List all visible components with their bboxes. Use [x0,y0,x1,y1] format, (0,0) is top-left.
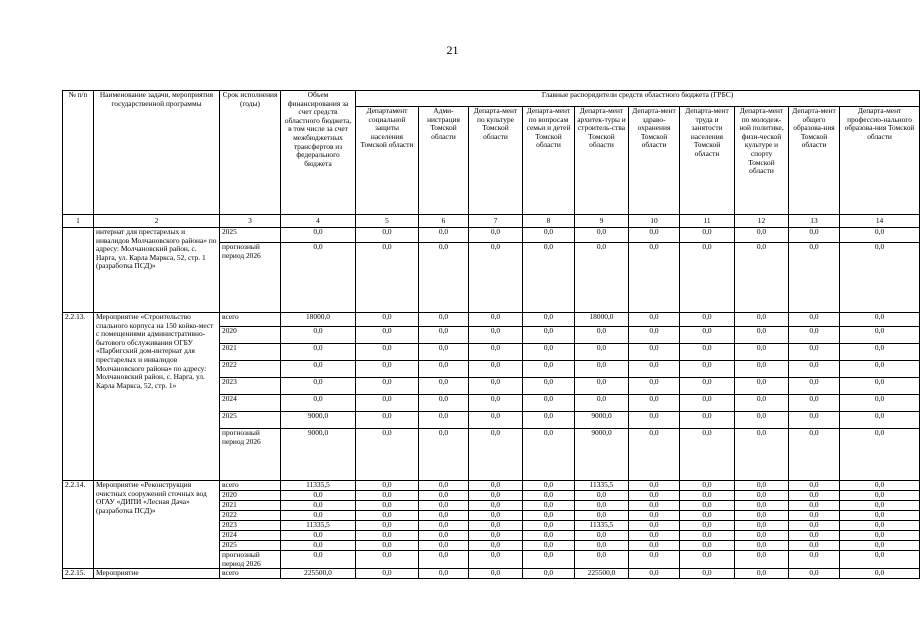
value-cell: 0,0 [469,491,523,501]
value-cell: 0,0 [629,344,680,361]
header-term: Срок исполнения (годы) [220,91,281,215]
value-cell: 0,0 [281,378,356,395]
value-cell: 0,0 [735,344,789,361]
value-cell: 0,0 [419,429,469,481]
value-cell: 0,0 [680,412,735,429]
value-cell: 0,0 [629,511,680,521]
value-cell: 0,0 [789,511,840,521]
year-cell: 2020 [220,327,281,344]
value-cell: 0,0 [629,361,680,378]
column-number: 12 [735,215,789,228]
value-cell: 0,0 [281,511,356,521]
value-cell: 0,0 [789,531,840,541]
value-cell: 0,0 [629,378,680,395]
value-cell: 0,0 [281,491,356,501]
value-cell: 225500,0 [281,569,356,579]
value-cell: 0,0 [840,395,920,412]
value-cell: 0,0 [840,521,920,531]
value-cell: 0,0 [523,481,575,491]
value-cell: 0,0 [469,531,523,541]
value-cell: 0,0 [469,429,523,481]
value-cell: 0,0 [840,344,920,361]
value-cell: 0,0 [680,501,735,511]
value-cell: 0,0 [680,395,735,412]
value-cell: 0,0 [523,344,575,361]
value-cell: 0,0 [629,531,680,541]
column-number: 2 [94,215,220,228]
value-cell: 0,0 [680,228,735,243]
value-cell: 0,0 [356,313,419,327]
value-cell: 0,0 [469,395,523,412]
value-cell: 0,0 [523,228,575,243]
value-cell: 11335,5 [575,481,629,491]
value-cell: 0,0 [840,361,920,378]
budget-table [62,90,920,579]
value-cell: 0,0 [356,344,419,361]
value-cell: 0,0 [356,429,419,481]
value-cell: 0,0 [419,501,469,511]
value-cell: 0,0 [575,491,629,501]
item-name: Мероприятие «Реконструкция очистных сооружений сточных вод ОГАУ «ДИПИ «Лесная Дача» (разработка ПСД)» [94,481,220,569]
column-number: 6 [419,215,469,228]
value-cell: 0,0 [629,228,680,243]
header-col-9: Департа-мент архитек-туры и строитель-ства Томской области [575,107,629,215]
value-cell: 0,0 [469,569,523,579]
value-cell: 0,0 [629,313,680,327]
value-cell: 0,0 [469,327,523,344]
value-cell: 0,0 [419,412,469,429]
value-cell: 0,0 [523,511,575,521]
year-cell: прогнозный период 2026 [220,243,281,313]
item-name: интернат для престарелых и инвалидов Молчановского района» по адресу: Молчановский район, с. Нарга, ул. Карла Маркса, 52, стр. 1 (разработка ПСД)» [94,228,220,313]
table-row [63,228,920,243]
value-cell: 0,0 [629,395,680,412]
value-cell: 0,0 [629,243,680,313]
value-cell: 0,0 [523,327,575,344]
value-cell: 0,0 [735,395,789,412]
year-cell: 2025 [220,228,281,243]
value-cell: 0,0 [356,395,419,412]
value-cell: 0,0 [680,569,735,579]
header-name: Наименование задачи, мероприятия государственной программы [94,91,220,215]
value-cell: 0,0 [735,541,789,551]
value-cell: 0,0 [419,378,469,395]
value-cell: 0,0 [840,243,920,313]
value-cell: 0,0 [735,327,789,344]
header-col-10: Департа-мент здраво-охранения Томской области [629,107,680,215]
header-col-13: Департа-мент общего образова-ния Томской области [789,107,840,215]
year-cell: 2021 [220,501,281,511]
value-cell: 0,0 [789,491,840,501]
value-cell: 0,0 [680,313,735,327]
item-number: 2.2.13. [63,313,94,481]
value-cell: 9000,0 [575,429,629,481]
value-cell: 0,0 [840,228,920,243]
value-cell: 0,0 [281,361,356,378]
year-cell: 2024 [220,531,281,541]
value-cell: 0,0 [356,228,419,243]
value-cell: 0,0 [680,521,735,531]
value-cell: 0,0 [469,501,523,511]
value-cell: 0,0 [281,395,356,412]
value-cell: 0,0 [419,491,469,501]
value-cell: 0,0 [789,481,840,491]
value-cell: 11335,5 [281,481,356,491]
value-cell: 0,0 [840,412,920,429]
value-cell: 0,0 [356,521,419,531]
value-cell: 0,0 [356,481,419,491]
value-cell: 0,0 [789,569,840,579]
year-cell: 2025 [220,541,281,551]
value-cell: 225500,0 [575,569,629,579]
item-number: 2.2.15. [63,569,94,579]
value-cell: 0,0 [469,551,523,569]
value-cell: 0,0 [735,551,789,569]
value-cell: 0,0 [281,327,356,344]
value-cell: 0,0 [419,481,469,491]
value-cell: 0,0 [523,243,575,313]
header-col-6: Адми-нистрация Томской области [419,107,469,215]
value-cell: 0,0 [469,511,523,521]
value-cell: 0,0 [356,569,419,579]
year-cell: прогнозный период 2026 [220,551,281,569]
item-name: Мероприятие «Строительство спального корпуса на 150 койко-мест с помещениями административно-бытового обслуживания ОГБУ «Парбигский дом-интернат для престарелых и инвалидов Молчановского района» по адресу: Молчановский район, с. Нарга, ул. Карла Маркса, 52, стр. 1» [94,313,220,481]
value-cell: 0,0 [735,412,789,429]
value-cell: 0,0 [575,243,629,313]
value-cell: 0,0 [629,569,680,579]
column-number: 11 [680,215,735,228]
header-num: № п/п [63,91,94,215]
value-cell: 9000,0 [281,412,356,429]
value-cell: 0,0 [356,541,419,551]
value-cell: 0,0 [419,395,469,412]
column-number: 10 [629,215,680,228]
column-number: 8 [523,215,575,228]
value-cell: 0,0 [469,361,523,378]
value-cell: 0,0 [629,491,680,501]
value-cell: 0,0 [789,395,840,412]
value-cell: 0,0 [469,344,523,361]
value-cell: 0,0 [840,429,920,481]
value-cell: 0,0 [281,501,356,511]
value-cell: 0,0 [281,551,356,569]
value-cell: 0,0 [419,361,469,378]
value-cell: 0,0 [575,395,629,412]
value-cell: 0,0 [469,521,523,531]
value-cell: 0,0 [356,531,419,541]
value-cell: 0,0 [629,481,680,491]
value-cell: 0,0 [419,313,469,327]
value-cell: 0,0 [680,243,735,313]
value-cell: 0,0 [523,551,575,569]
value-cell: 11335,5 [281,521,356,531]
value-cell: 0,0 [629,541,680,551]
value-cell: 0,0 [789,344,840,361]
value-cell: 0,0 [629,429,680,481]
value-cell: 11335,5 [575,521,629,531]
value-cell: 0,0 [789,378,840,395]
value-cell: 0,0 [356,511,419,521]
value-cell: 0,0 [356,378,419,395]
value-cell: 0,0 [469,228,523,243]
value-cell: 0,0 [789,551,840,569]
year-cell: 2020 [220,491,281,501]
value-cell: 0,0 [840,327,920,344]
table-body [63,228,920,579]
value-cell: 0,0 [680,531,735,541]
page-number: 21 [446,43,459,57]
value-cell: 0,0 [419,521,469,531]
value-cell: 0,0 [680,551,735,569]
value-cell: 0,0 [575,228,629,243]
value-cell: 0,0 [789,541,840,551]
value-cell: 0,0 [840,541,920,551]
value-cell: 0,0 [735,531,789,541]
value-cell: 0,0 [575,501,629,511]
value-cell: 0,0 [840,481,920,491]
value-cell: 0,0 [840,569,920,579]
value-cell: 0,0 [523,491,575,501]
value-cell: 0,0 [735,361,789,378]
value-cell: 0,0 [356,412,419,429]
value-cell: 0,0 [735,228,789,243]
value-cell: 0,0 [281,541,356,551]
value-cell: 0,0 [356,327,419,344]
value-cell: 0,0 [680,361,735,378]
value-cell: 0,0 [419,541,469,551]
value-cell: 0,0 [629,551,680,569]
year-cell: 2023 [220,521,281,531]
value-cell: 0,0 [523,569,575,579]
value-cell: 0,0 [789,429,840,481]
value-cell: 0,0 [356,491,419,501]
value-cell: 0,0 [356,551,419,569]
header-col-5: Департамент социальной защиты населения Томской области [356,107,419,215]
value-cell: 0,0 [840,511,920,521]
value-cell: 0,0 [680,541,735,551]
header-volume: Объем финансирования за счет средств областного бюджета, в том числе за счет межбюджетных трансфертов из федерального бюджета [281,91,356,215]
value-cell: 0,0 [469,541,523,551]
value-cell: 0,0 [281,531,356,541]
value-cell: 0,0 [523,395,575,412]
table-row [63,313,920,327]
year-cell: 2021 [220,344,281,361]
value-cell: 0,0 [680,511,735,521]
value-cell: 0,0 [419,327,469,344]
value-cell: 18000,0 [575,313,629,327]
item-number: 2.2.14. [63,481,94,569]
value-cell: 0,0 [840,491,920,501]
header-grbs-group: Главные распорядители средств областного бюджета (ГРБС) [356,91,920,107]
year-cell: всего [220,481,281,491]
value-cell: 0,0 [789,313,840,327]
value-cell: 0,0 [789,243,840,313]
value-cell: 0,0 [840,551,920,569]
header-col-7: Департа-мент по культуре Томской области [469,107,523,215]
value-cell: 0,0 [523,313,575,327]
value-cell: 0,0 [735,501,789,511]
value-cell: 0,0 [680,429,735,481]
table-row [63,481,920,491]
value-cell: 0,0 [356,361,419,378]
header-col-14: Департа-мент профессио-нального образова-ния Томской области [840,107,920,215]
column-number: 13 [789,215,840,228]
column-number: 4 [281,215,356,228]
value-cell: 0,0 [735,491,789,501]
value-cell: 0,0 [575,551,629,569]
column-number: 1 [63,215,94,228]
header-col-12: Департа-мент по молодеж-ной политике, физи-ческой культуре и спорту Томской области [735,107,789,215]
value-cell: 0,0 [735,378,789,395]
value-cell: 0,0 [575,511,629,521]
value-cell: 0,0 [840,313,920,327]
value-cell: 0,0 [735,313,789,327]
value-cell: 0,0 [523,501,575,511]
value-cell: 0,0 [419,243,469,313]
value-cell: 0,0 [281,243,356,313]
year-cell: всего [220,313,281,327]
value-cell: 0,0 [469,378,523,395]
value-cell: 0,0 [840,531,920,541]
value-cell: 0,0 [735,569,789,579]
value-cell: 0,0 [523,361,575,378]
value-cell: 9000,0 [575,412,629,429]
value-cell: 0,0 [789,228,840,243]
value-cell: 0,0 [575,378,629,395]
value-cell: 0,0 [680,327,735,344]
column-number: 14 [840,215,920,228]
value-cell: 0,0 [469,313,523,327]
year-cell: 2022 [220,361,281,378]
value-cell: 0,0 [419,511,469,521]
header-col-11: Департа-мент труда и занятости населения Томской области [680,107,735,215]
value-cell: 0,0 [680,378,735,395]
value-cell: 0,0 [419,551,469,569]
value-cell: 0,0 [735,521,789,531]
year-cell: 2022 [220,511,281,521]
value-cell: 0,0 [680,491,735,501]
value-cell: 0,0 [523,412,575,429]
value-cell: 0,0 [840,501,920,511]
year-cell: 2025 [220,412,281,429]
value-cell: 0,0 [789,412,840,429]
year-cell: прогнозный период 2026 [220,429,281,481]
value-cell: 0,0 [629,412,680,429]
value-cell: 0,0 [523,521,575,531]
year-cell: 2023 [220,378,281,395]
item-number [63,228,94,313]
value-cell: 0,0 [523,429,575,481]
item-name: Мероприятие [94,569,220,579]
value-cell: 0,0 [419,344,469,361]
value-cell: 0,0 [789,521,840,531]
value-cell: 0,0 [469,481,523,491]
value-cell: 0,0 [575,327,629,344]
value-cell: 0,0 [523,541,575,551]
table-row [63,569,920,579]
value-cell: 0,0 [356,243,419,313]
column-number: 3 [220,215,281,228]
value-cell: 0,0 [629,501,680,511]
value-cell: 0,0 [523,531,575,541]
value-cell: 0,0 [419,569,469,579]
value-cell: 0,0 [575,361,629,378]
value-cell: 0,0 [523,378,575,395]
column-number: 7 [469,215,523,228]
value-cell: 0,0 [575,541,629,551]
value-cell: 0,0 [356,501,419,511]
value-cell: 18000,0 [281,313,356,327]
value-cell: 0,0 [281,228,356,243]
column-number: 9 [575,215,629,228]
value-cell: 0,0 [575,344,629,361]
value-cell: 0,0 [735,481,789,491]
year-cell: 2024 [220,395,281,412]
column-number-row [63,215,920,228]
value-cell: 9000,0 [281,429,356,481]
value-cell: 0,0 [575,531,629,541]
value-cell: 0,0 [419,228,469,243]
value-cell: 0,0 [629,327,680,344]
column-number: 5 [356,215,419,228]
value-cell: 0,0 [735,429,789,481]
value-cell: 0,0 [789,327,840,344]
value-cell: 0,0 [629,521,680,531]
value-cell: 0,0 [469,243,523,313]
value-cell: 0,0 [281,344,356,361]
value-cell: 0,0 [680,481,735,491]
value-cell: 0,0 [469,412,523,429]
value-cell: 0,0 [419,531,469,541]
value-cell: 0,0 [789,361,840,378]
value-cell: 0,0 [789,501,840,511]
header-col-8: Департа-мент по вопросам семьи и детей Томской области [523,107,575,215]
year-cell: всего [220,569,281,579]
value-cell: 0,0 [735,511,789,521]
value-cell: 0,0 [680,344,735,361]
value-cell: 0,0 [735,243,789,313]
value-cell: 0,0 [840,378,920,395]
